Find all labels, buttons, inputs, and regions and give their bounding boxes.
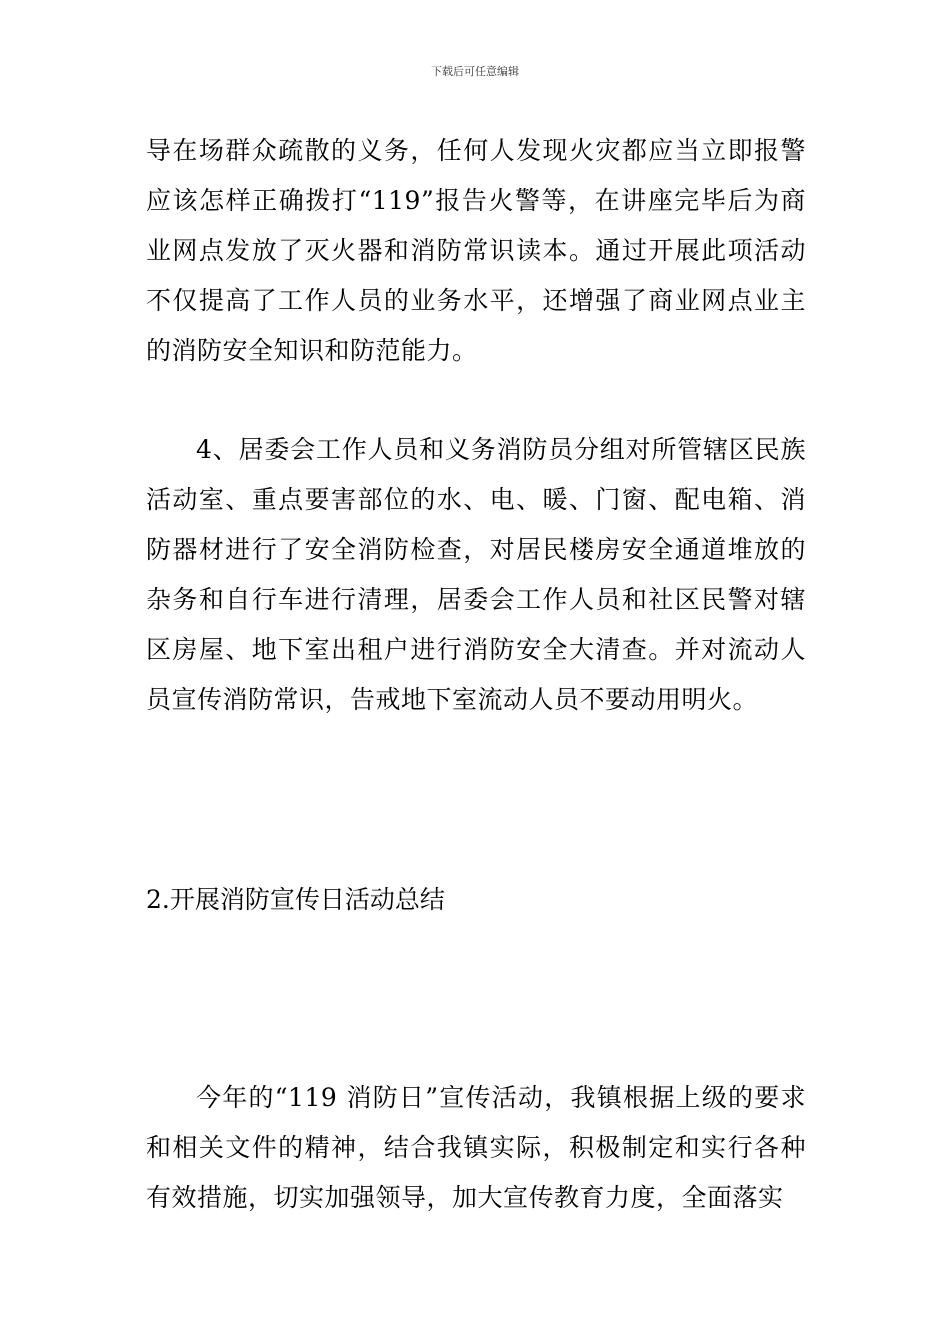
body-paragraph-2: 4、居委会工作人员和义务消防员分组对所管辖区民族活动室、重点要害部位的水、电、暖、门窗、配电箱、消防器材进行了安全消防检查，对居民楼房安全通道堆放的杂务和自行车进行清理，居委会工作人员和社区民警对辖区房屋、地下室出租户进行消防安全大清查。并对流动人员宣传消防常识，告戒地下室流动人员不要动用明火。	[146, 435, 806, 714]
page-header-note: 下载后可任意编辑	[431, 65, 519, 78]
body-paragraph-3: 今年的“119 消防日”宣传活动，我镇根据上级的要求和相关文件的精神，结合我镇实际，积极制定和实行各种有效措施，切实加强领导，加大宣传教育力度，全面落实	[146, 1083, 806, 1212]
section-heading: 2.开展消防宣传日活动总结	[146, 885, 445, 914]
body-paragraph-1: 导在场群众疏散的义务，任何人发现火灾都应当立即报警应该怎样正确拨打“119”报告火警等，在讲座完毕后为商业网点发放了灭火器和消防常识读本。通过开展此项活动不仅提高了工作人员的业务水平，还增强了商业网点业主的消防安全知识和防范能力。	[146, 136, 806, 365]
